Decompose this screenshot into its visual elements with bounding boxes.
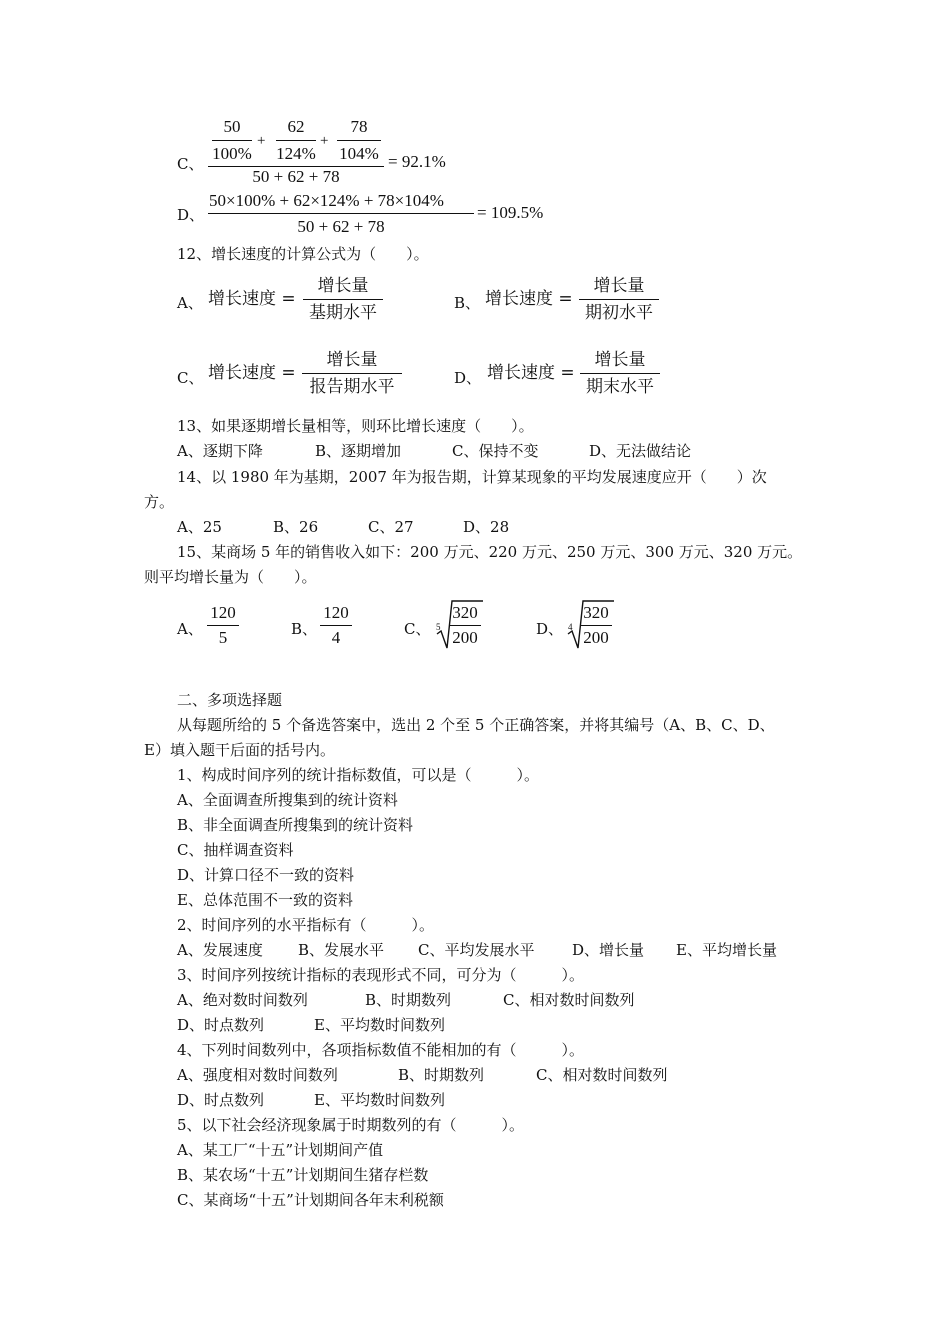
radical-index: 5: [436, 622, 441, 632]
multi-question-5-stem: 5、以下社会经济现象属于时期数列的有（ ）。: [177, 1116, 525, 1134]
option-a: A、全面调查所搜集到的统计资料: [177, 791, 398, 809]
option-label: B、: [454, 294, 481, 312]
numerator: 50×100% + 62×124% + 78×104%: [209, 191, 444, 210]
numerator: 增长量: [593, 276, 645, 296]
fraction-bar: [580, 625, 612, 626]
main-denominator: 50 + 62 + 78: [252, 167, 340, 186]
lhs: 增长速度 =: [487, 363, 575, 383]
option-label: D、: [536, 620, 564, 638]
inner-numerator: 62: [287, 117, 305, 136]
option-d: D、时点数列: [177, 1091, 265, 1109]
option-c: C、保持不变: [452, 442, 539, 460]
denominator: 5: [218, 628, 228, 647]
denominator: 期末水平: [586, 377, 654, 397]
denominator: 200: [452, 628, 478, 647]
question-15-stem: 15、某商场 5 年的销售收入如下：200 万元、220 万元、250 万元、300 万元、320 万元。: [177, 543, 803, 561]
denominator: 4: [331, 628, 341, 647]
multi-question-1-stem: 1、构成时间序列的统计指标数值，可以是（ ）。: [177, 766, 540, 784]
fraction-bar: [320, 625, 352, 626]
option-c: C、相对数时间数列: [536, 1066, 668, 1084]
option-label: B、: [291, 620, 318, 638]
option-a: A、强度相对数时间数列: [177, 1066, 338, 1084]
radical-index: 4: [568, 622, 573, 632]
numerator: 120: [210, 603, 236, 622]
numerator: 320: [583, 603, 609, 622]
option-b: B、时期数列: [365, 991, 452, 1009]
inner-fraction-bar: [276, 140, 316, 141]
multi-question-4-stem: 4、下列时间数列中，各项指标数值不能相加的有（ ）。: [177, 1041, 585, 1059]
option-d: D、时点数列: [177, 1016, 265, 1034]
inner-denominator: 100%: [212, 144, 252, 163]
inner-denominator: 104%: [339, 144, 379, 163]
option-d: D、计算口径不一致的资料: [177, 866, 355, 884]
question-14-stem: 14、以 1980 年为基期，2007 年为报告期，计算某现象的平均发展速度应开（ ）次: [177, 468, 767, 486]
fraction-bar: [207, 625, 239, 626]
numerator: 增长量: [326, 350, 378, 370]
option-label: D、: [177, 206, 205, 224]
denominator: 200: [583, 628, 609, 647]
numerator: 增长量: [594, 350, 646, 370]
option-a: A、某工厂“十五”计划期间产值: [177, 1141, 384, 1159]
fraction-bar: [580, 373, 660, 374]
multi-question-3-stem: 3、时间序列按统计指标的表现形式不同，可分为（ ）。: [177, 966, 585, 984]
option-label: D、: [454, 369, 482, 387]
denominator: 50 + 62 + 78: [297, 217, 385, 236]
option-label: A、: [177, 620, 203, 638]
inner-denominator: 124%: [276, 144, 316, 163]
option-a: A、绝对数时间数列: [177, 991, 308, 1009]
option-label: A、: [177, 294, 203, 312]
lhs: 增长速度 =: [208, 363, 296, 383]
option-b: B、26: [273, 518, 319, 536]
section-intro: 从每题所给的 5 个备选答案中，选出 2 个至 5 个正确答案，并将其编号（A、B、C、D、: [177, 716, 775, 734]
option-c: C、相对数时间数列: [503, 991, 635, 1009]
denominator: 期初水平: [585, 303, 653, 323]
lhs: 增长速度 =: [485, 289, 573, 309]
result: = 109.5%: [477, 203, 544, 222]
fraction-bar: [579, 299, 659, 300]
inner-numerator: 50: [223, 117, 241, 136]
option-d: D、无法做结论: [589, 442, 692, 460]
denominator: 基期水平: [309, 303, 377, 323]
question-12-stem: 12、增长速度的计算公式为（ ）。: [177, 245, 429, 263]
option-b: B、时期数列: [398, 1066, 485, 1084]
multi-question-2-stem: 2、时间序列的水平指标有（ ）。: [177, 916, 435, 934]
option-c: C、某商场“十五”计划期间各年末利税额: [177, 1191, 444, 1209]
section-heading: 二、多项选择题: [177, 691, 283, 709]
numerator: 320: [452, 603, 478, 622]
numerator: 120: [323, 603, 349, 622]
option-c: C、抽样调查资料: [177, 841, 294, 859]
fraction-bar: [303, 299, 383, 300]
plus-sign: +: [257, 133, 266, 149]
inner-fraction-bar: [337, 140, 381, 141]
question-14-stem-cont: 方。: [144, 493, 175, 511]
option-e: E、平均数时间数列: [314, 1091, 445, 1109]
option-e: E、总体范围不一致的资料: [177, 891, 353, 909]
option-e: E、平均数时间数列: [314, 1016, 445, 1034]
inner-fraction-bar: [212, 140, 252, 141]
option-a: A、逐期下降: [177, 442, 263, 460]
denominator: 报告期水平: [309, 377, 395, 397]
option-b: B、逐期增加: [315, 442, 402, 460]
option-a: A、发展速度: [177, 941, 263, 959]
option-c: C、27: [368, 518, 414, 536]
fraction-bar: [208, 213, 474, 214]
option-d: D、增长量: [572, 941, 645, 959]
option-b: B、某农场“十五”计划期间生猪存栏数: [177, 1166, 429, 1184]
option-label: C、: [177, 155, 204, 173]
result: = 92.1%: [388, 152, 446, 171]
option-label: C、: [404, 620, 431, 638]
option-a: A、25: [177, 518, 222, 536]
inner-numerator: 78: [350, 117, 368, 136]
lhs: 增长速度 =: [208, 289, 296, 309]
fraction-bar: [449, 625, 481, 626]
plus-sign: +: [320, 133, 329, 149]
option-label: C、: [177, 369, 204, 387]
option-c: C、平均发展水平: [418, 941, 535, 959]
option-b: B、发展水平: [298, 941, 385, 959]
fraction-bar: [302, 373, 402, 374]
option-d: D、28: [463, 518, 510, 536]
numerator: 增长量: [317, 276, 369, 296]
question-13-stem: 13、如果逐期增长量相等，则环比增长速度（ ）。: [177, 417, 534, 435]
option-e: E、平均增长量: [676, 941, 777, 959]
section-intro-cont: E）填入题干后面的括号内。: [144, 741, 335, 759]
question-15-stem-cont: 则平均增长量为（ ）。: [144, 568, 317, 586]
option-b: B、非全面调查所搜集到的统计资料: [177, 816, 414, 834]
